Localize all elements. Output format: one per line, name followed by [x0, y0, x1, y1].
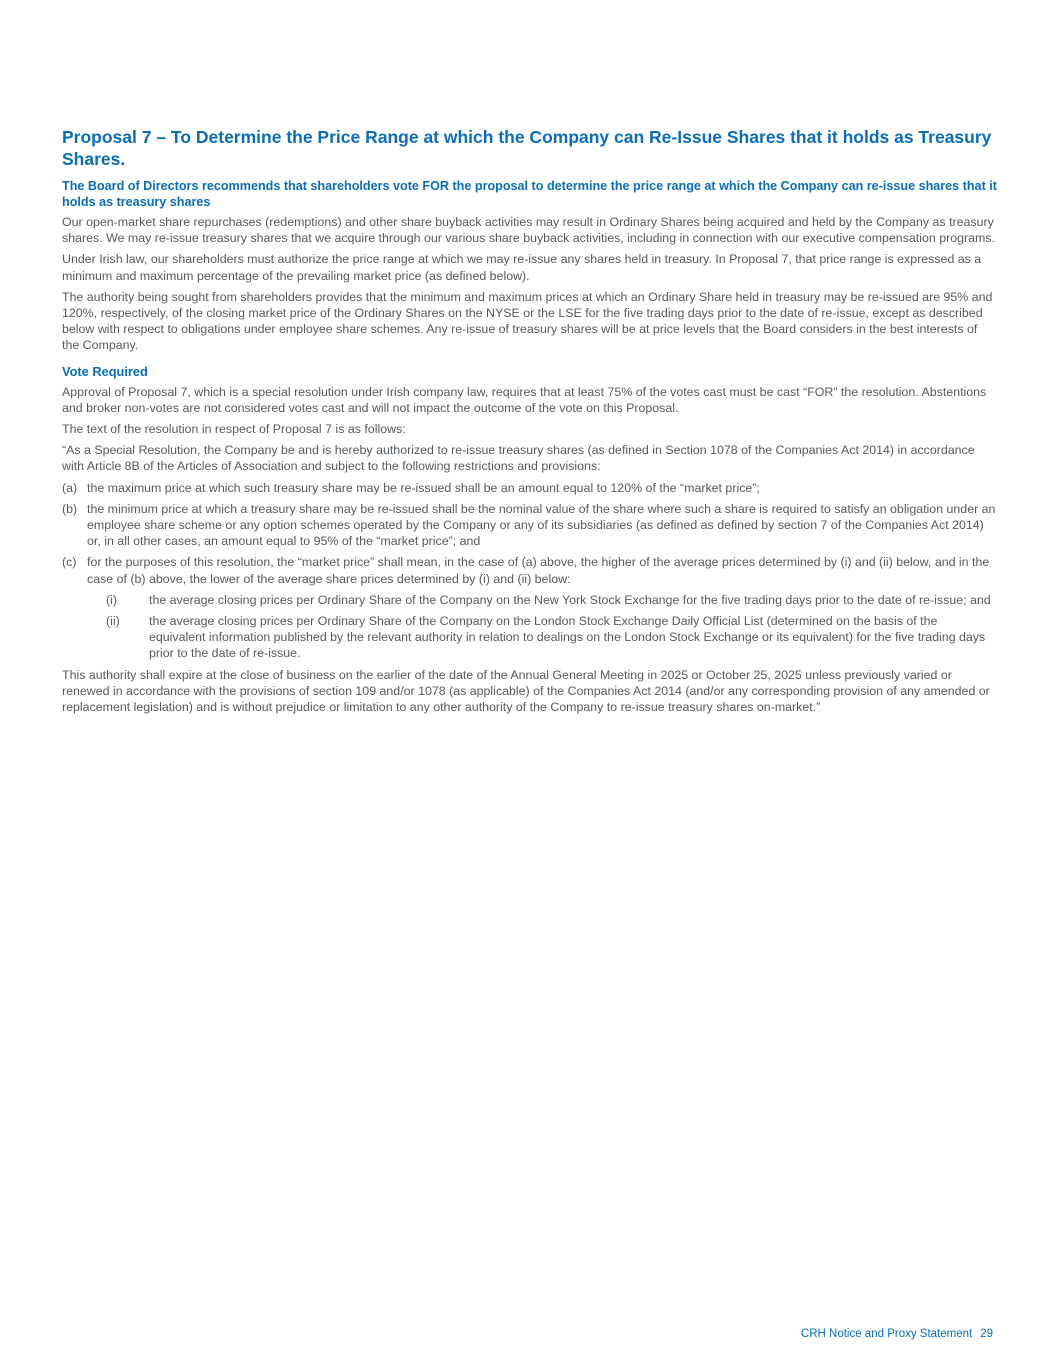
proposal-title: Proposal 7 – To Determine the Price Range at which the Company can Re-Issue Shares that it holds as Treasury Shares. — [62, 127, 992, 169]
body-paragraph: Under Irish law, our shareholders must authorize the price range at which we may re-issue any shares held in treasury. In Proposal 7, that price range is expressed as a minimum and maximum percentage of the prevailing market price (as defined below). — [62, 252, 982, 283]
subitem-text: the average closing prices per Ordinary Share of the Company on the New York Stock Exchange for the five trading days prior to the date of re-issue; and — [149, 592, 991, 607]
vote-required-heading: Vote Required — [62, 363, 148, 379]
subitem-text: the average closing prices per Ordinary Share of the Company on the London Stock Exchange Daily Official List (determined on the basis of the equivalent information published by the relevant authority in relation to dealings on the London Stock Exchange or its equivalent) for the five trading days prior to the date of re-issue. — [149, 614, 986, 661]
resolution-closing: This authority shall expire at the close of business on the earlier of the date of the Annual General Meeting in 2025 or October 25, 2025 unless previously varied or renewed in accordance with the provisions of section 109 and/or 1078 (as applicable) of the Companies Act 2014 (and/or any corresponding provision of any amended or replacement legislation) and is without prejudice or limitation to any other authority of the Company to re-issue treasury shares on-market.” — [62, 667, 990, 715]
board-recommendation: The Board of Directors recommends that shareholders vote FOR the proposal to determine the price range at which the Company can re-issue shares that it holds as treasury shares — [62, 179, 997, 209]
item-text: the minimum price at which a treasury share may be re-issued shall be the nominal value of the share where such a share is required to satisfy an obligation under an employee share scheme or any option schemes operated by the Company or any of its subsidiaries (as defined as defined by section 7 of the Companies Act 2014) or, in all other cases, an amount equal to 95% of the “market price”; and — [87, 501, 996, 549]
body-paragraph: Approval of Proposal 7, which is a special resolution under Irish company law, requires that at least 75% of the votes cast must be cast “FOR” the resolution. Abstentions and broker non-votes are not considered votes cast and will not impact the outcome of the vote on this Proposal. — [62, 384, 987, 415]
item-marker: (b) — [62, 501, 78, 516]
item-marker: (c) — [62, 555, 77, 570]
resolution-item — [62, 480, 997, 496]
item-text: for the purposes of this resolution, the “market price” shall mean, in the case of (a) above, the higher of the average prices determined by (i) and (ii) below, and in the case of (b) above, the lower of the average share prices determined by (i) and (ii) below: — [87, 555, 990, 586]
resolution-item — [62, 554, 997, 586]
resolution-subitem — [62, 613, 997, 662]
resolution-intro: “As a Special Resolution, the Company be and is hereby authorized to re-issue treasury shares (as defined in Section 1078 of the Companies Act 2014) in accordance with Article 8B of the Articles of Association and subject to the following restrictions and provisions: — [62, 443, 975, 474]
subitem-marker: (ii) — [106, 614, 120, 629]
item-text: the maximum price at which such treasury share may be re-issued shall be an amount equal to 120% of the “market price”; — [87, 480, 760, 495]
body-paragraph: Our open-market share repurchases (redemptions) and other share buyback activities may result in Ordinary Shares being acquired and held by the Company as treasury shares. We may re-issue treasury shares that we acquire through our various share buyback activities, including in connection with our executive compensation programs. — [62, 215, 995, 246]
page-number: 29 — [980, 1328, 993, 1340]
document-page — [62, 126, 997, 720]
footer-label: CRH Notice and Proxy Statement — [800, 1328, 973, 1340]
body-paragraph: The authority being sought from shareholders provides that the minimum and maximum prices at which an Ordinary Share held in treasury may be re-issued are 95% and 120%, respectively, of the closing market price of the Ordinary Shares on the NYSE or the LSE for the five trading days prior to the date of re-issue, except as described below with respect to obligations under employee share schemes. Any re-issue of treasury shares will be at price levels that the Board considers in the best interests of the Company. — [62, 289, 993, 353]
body-paragraph: The text of the resolution in respect of Proposal 7 is as follows: — [62, 422, 406, 437]
resolution-subitem — [62, 592, 997, 608]
item-marker: (a) — [62, 480, 78, 495]
subitem-marker: (i) — [106, 592, 118, 607]
resolution-item — [62, 501, 997, 550]
page-footer — [801, 1328, 993, 1340]
